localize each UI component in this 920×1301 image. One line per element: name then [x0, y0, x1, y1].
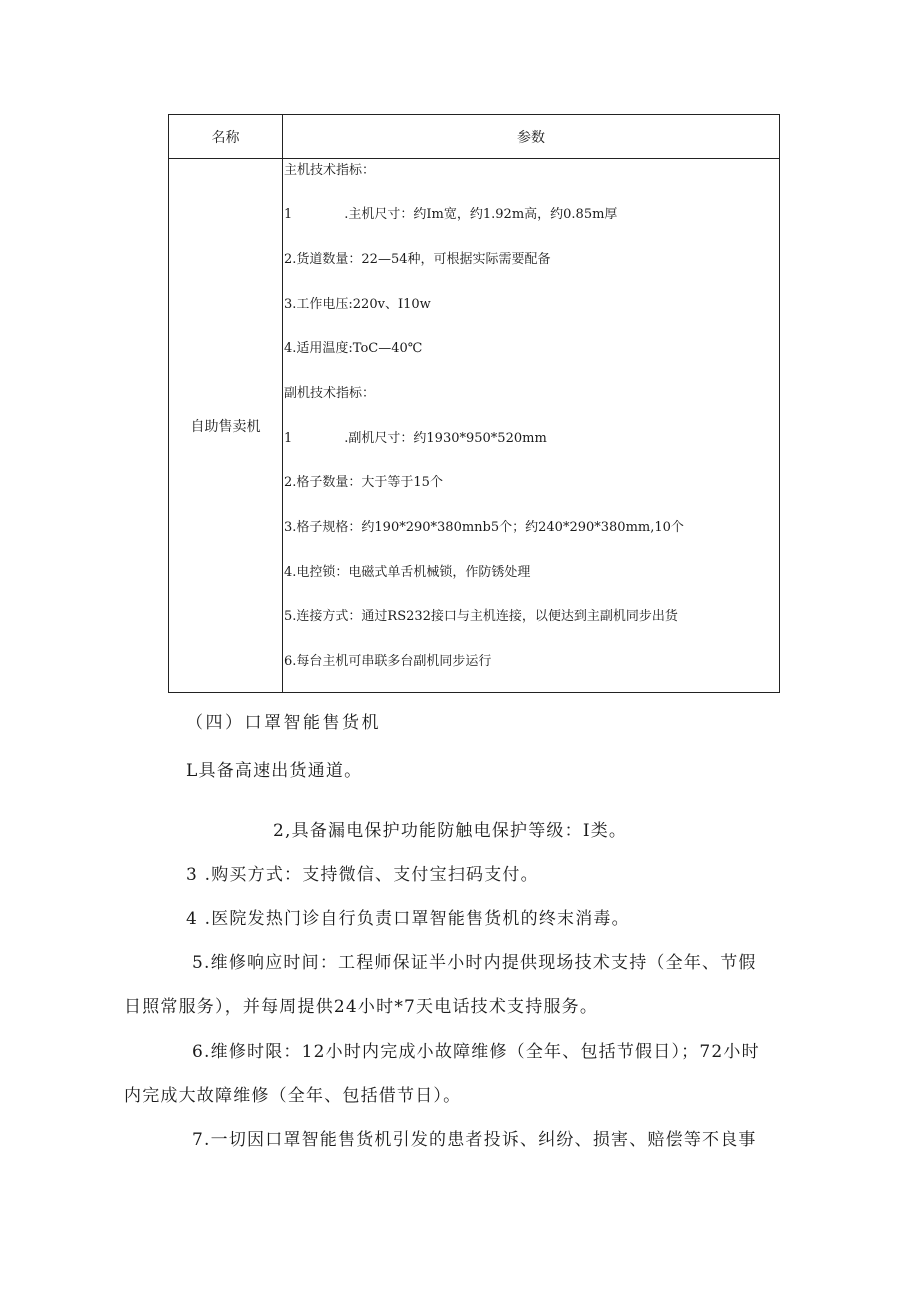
- paragraph: 7.一切因口罩智能售货机引发的患者投诉、纠纷、损害、赔偿等不良事: [192, 1130, 757, 1150]
- header-param: 参数: [283, 115, 780, 159]
- main-spec-title: 主机技术指标：: [284, 163, 376, 178]
- paragraph: L具备高速出货通道。: [186, 761, 363, 781]
- table-header-row: [169, 115, 780, 159]
- header-name: 名称: [169, 115, 283, 159]
- sub-spec-title: 副机技术指标：: [284, 386, 376, 401]
- paragraph: 2,具备漏电保护功能防触电保护等级：I类。: [273, 821, 628, 841]
- spec-table: [168, 114, 780, 693]
- sub-spec-item: 4.电控锁：电磁式单舌机械锁，作防锈处理: [284, 565, 531, 580]
- paragraph: 6.维修时限：12小时内完成小故障维修（全年、包括节假日）；72小时: [192, 1042, 760, 1062]
- sub-spec-item: 1 .副机尺寸：约1930*950*520mm: [284, 431, 547, 446]
- section-heading: （四）口罩智能售货机: [186, 713, 381, 733]
- main-spec-item: 3.工作电压:220v、I10w: [284, 297, 431, 312]
- main-spec-item: 4.适用温度:ToC—40℃: [284, 341, 423, 356]
- item-name: 自助售卖机: [169, 159, 283, 693]
- param-cell: [283, 159, 780, 693]
- paragraph: 内完成大故障维修（全年、包括借节日）。: [124, 1086, 462, 1106]
- sub-spec-item: 2.格子数量：大于等于15个: [284, 475, 443, 490]
- main-spec-item: 2.货道数量：22—54种，可根据实际需要配备: [284, 252, 551, 267]
- paragraph: 日照常服务），并每周提供24小时*7天电话技术支持服务。: [124, 997, 599, 1017]
- paragraph: 4 .医院发热门诊自行负责口罩智能售货机的终末消毒。: [186, 909, 630, 929]
- param-list: [283, 159, 779, 692]
- main-spec-item: 1 .主机尺寸：约Im宽，约1.92m高，约0.85m厚: [284, 207, 618, 222]
- sub-spec-item: 5.连接方式：通过RS232接口与主机连接，以便达到主副机同步出货: [284, 609, 678, 624]
- sub-spec-item: 3.格子规格：约190*290*380mnb5个；约240*290*380mm,10个: [284, 520, 684, 535]
- paragraph: 5.维修响应时间：工程师保证半小时内提供现场技术支持（全年、节假: [192, 953, 757, 973]
- sub-spec-item: 6.每台主机可串联多台副机同步运行: [284, 654, 492, 669]
- paragraph: 3 .购买方式：支持微信、支付宝扫码支付。: [186, 865, 539, 885]
- table-row: [169, 159, 780, 693]
